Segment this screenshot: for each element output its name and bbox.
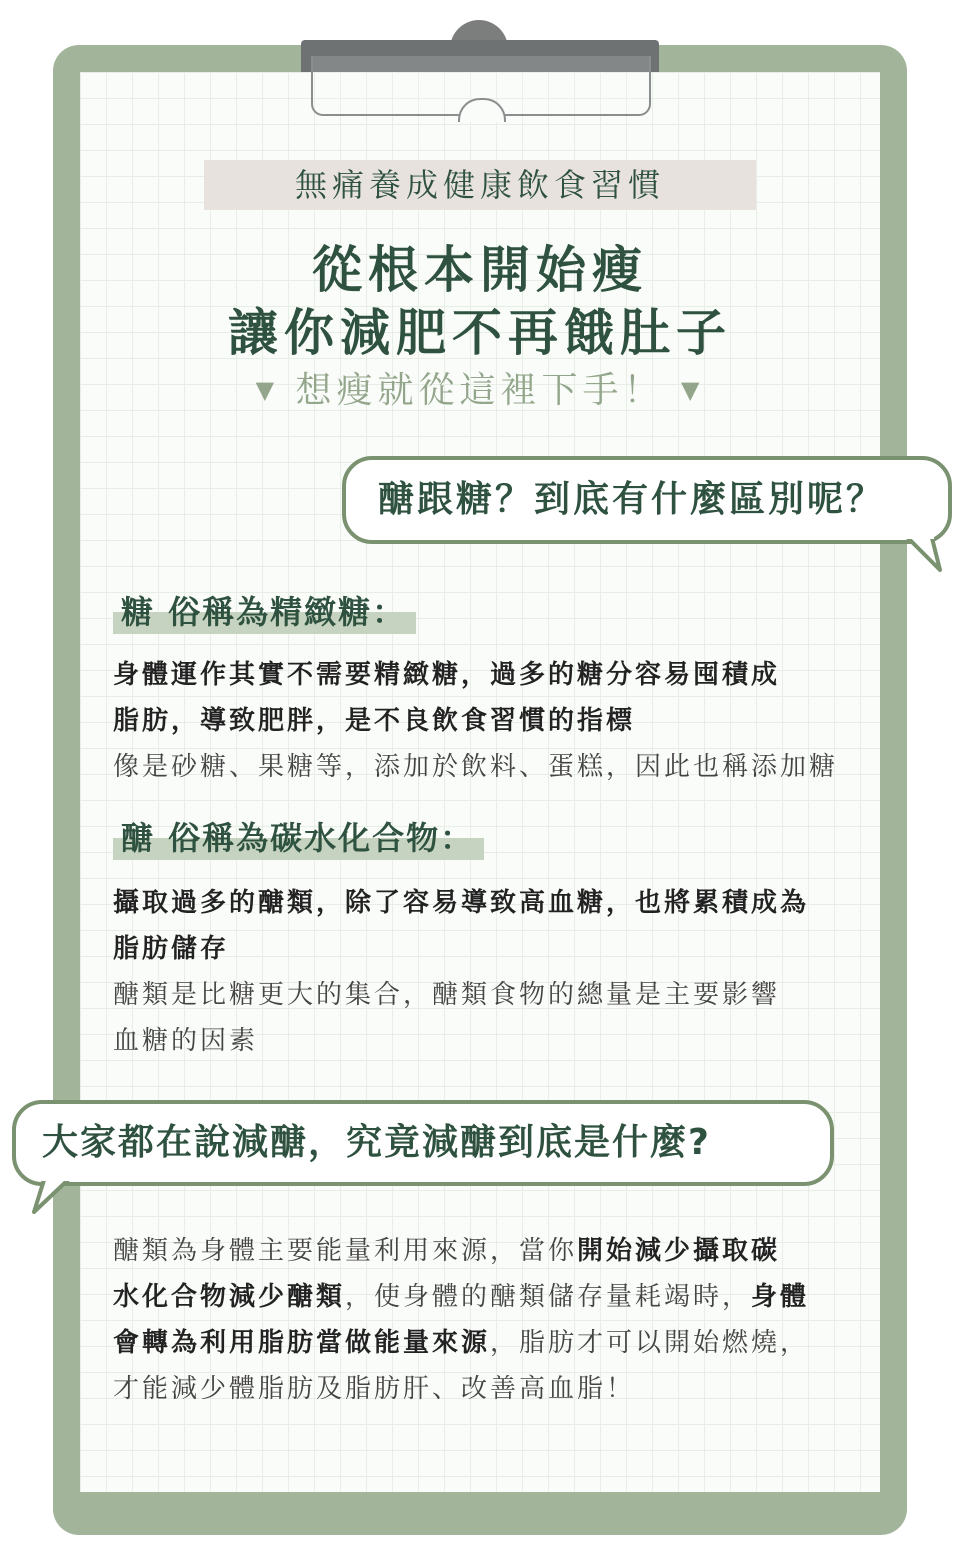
- text-line: 脂肪，導致肥胖，是不良飲食習慣的指標: [113, 706, 636, 736]
- section-label-sugar: 糖 俗稱為精緻糖：: [113, 590, 416, 634]
- text-line: 血糖的因素: [113, 1026, 259, 1056]
- text-bold: 身體: [751, 1282, 810, 1312]
- speech-bubble-text: 醣跟糖？到底有什麼區別呢？: [378, 479, 886, 520]
- text-normal: 醣類為身體主要能量利用來源，當你: [113, 1236, 578, 1266]
- text-bold: 會轉為利用脂肪當做能量來源: [113, 1328, 491, 1358]
- speech-bubble-text: 大家都在說減醣，究竟減醣到底是什麼?: [42, 1122, 711, 1163]
- subline: [0, 362, 960, 413]
- text-line: [113, 1228, 873, 1274]
- speech-bubble-question-2: [12, 1100, 834, 1186]
- text-bold: 開始減少攝取碳: [577, 1236, 781, 1266]
- text-normal: ，脂肪才可以開始燃燒，: [490, 1328, 810, 1358]
- headline-line-1: 從根本開始瘦: [312, 241, 648, 299]
- text-line: 才能減少體脂肪及脂肪肝、改善高血脂！: [113, 1374, 636, 1404]
- section-body-sugar: [113, 652, 873, 790]
- text-line: 像是砂糖、果糖等，添加於飲料、蛋糕，因此也稱添加糖: [113, 752, 839, 782]
- text-line: 醣類是比糖更大的集合，醣類食物的總量是主要影響: [113, 980, 781, 1010]
- text-line: [113, 1320, 873, 1366]
- tagline: 無痛養成健康飲食習慣: [204, 160, 756, 210]
- triangle-down-icon: ▼: [255, 376, 280, 404]
- headline-line-2: 讓你減肥不再餓肚子: [228, 304, 732, 362]
- section-label-carb: 醣 俗稱為碳水化合物：: [113, 816, 484, 860]
- conclusion-paragraph: [113, 1228, 873, 1412]
- text-line: 攝取過多的醣類，除了容易導致高血糖，也將累積成為: [113, 888, 810, 918]
- speech-bubble-tail: [30, 1178, 74, 1218]
- text-normal: ，使身體的醣類儲存量耗竭時，: [345, 1282, 752, 1312]
- section-body-carb: [113, 880, 873, 1064]
- text-line: 身體運作其實不需要精緻糖，過多的糖分容易囤積成: [113, 660, 781, 690]
- speech-bubble-tail: [904, 536, 946, 576]
- text-line: 脂肪儲存: [113, 934, 230, 964]
- text-bold: 水化合物減少醣類: [113, 1282, 346, 1312]
- triangle-down-icon: ▼: [680, 376, 705, 404]
- speech-bubble-question-1: [342, 456, 952, 544]
- subline-text: 想瘦就從這裡下手！: [295, 370, 665, 411]
- text-line: [113, 1274, 873, 1320]
